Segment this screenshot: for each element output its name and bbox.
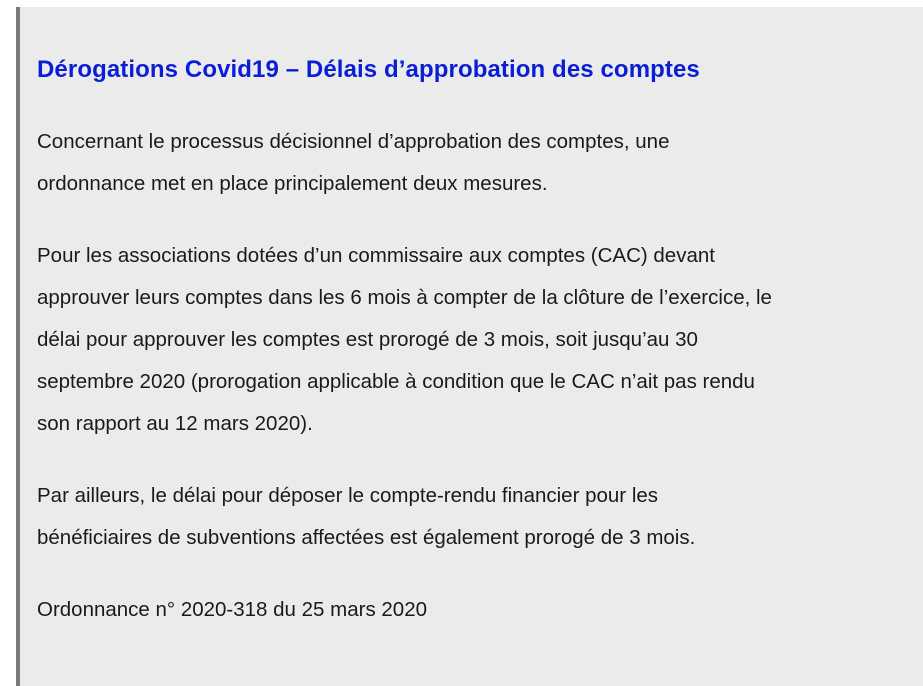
text-line: septembre 2020 (prorogation applicable à condition que le CAC n’ait pas rendu [37, 370, 755, 393]
article-box [16, 7, 923, 686]
text-line: Par ailleurs, le délai pour déposer le compte-rendu financier pour les [37, 484, 659, 507]
text-line: délai pour approuver les comptes est prorogé de 3 mois, soit jusqu’au 30 [37, 328, 698, 351]
text-line: Ordonnance n° 2020-318 du 25 mars 2020 [37, 598, 428, 621]
paragraph-intro [37, 121, 907, 205]
paragraph-subventions [37, 475, 907, 559]
text-line: Pour les associations dotées d’un commissaire aux comptes (CAC) devant [37, 244, 715, 267]
paragraph-ordonnance [37, 589, 907, 631]
text-line: Concernant le processus décisionnel d’approbation des comptes, une [37, 130, 670, 153]
text-line: son rapport au 12 mars 2020). [37, 412, 313, 435]
paragraph-cac [37, 235, 907, 445]
text-line: bénéficiaires de subventions affectées est également prorogé de 3 mois. [37, 526, 696, 549]
article-title: Dérogations Covid19 – Délais d’approbation des comptes [37, 56, 700, 83]
text-line: approuver leurs comptes dans les 6 mois à compter de la clôture de l’exercice, le [37, 286, 772, 309]
text-line: ordonnance met en place principalement deux mesures. [37, 172, 548, 195]
